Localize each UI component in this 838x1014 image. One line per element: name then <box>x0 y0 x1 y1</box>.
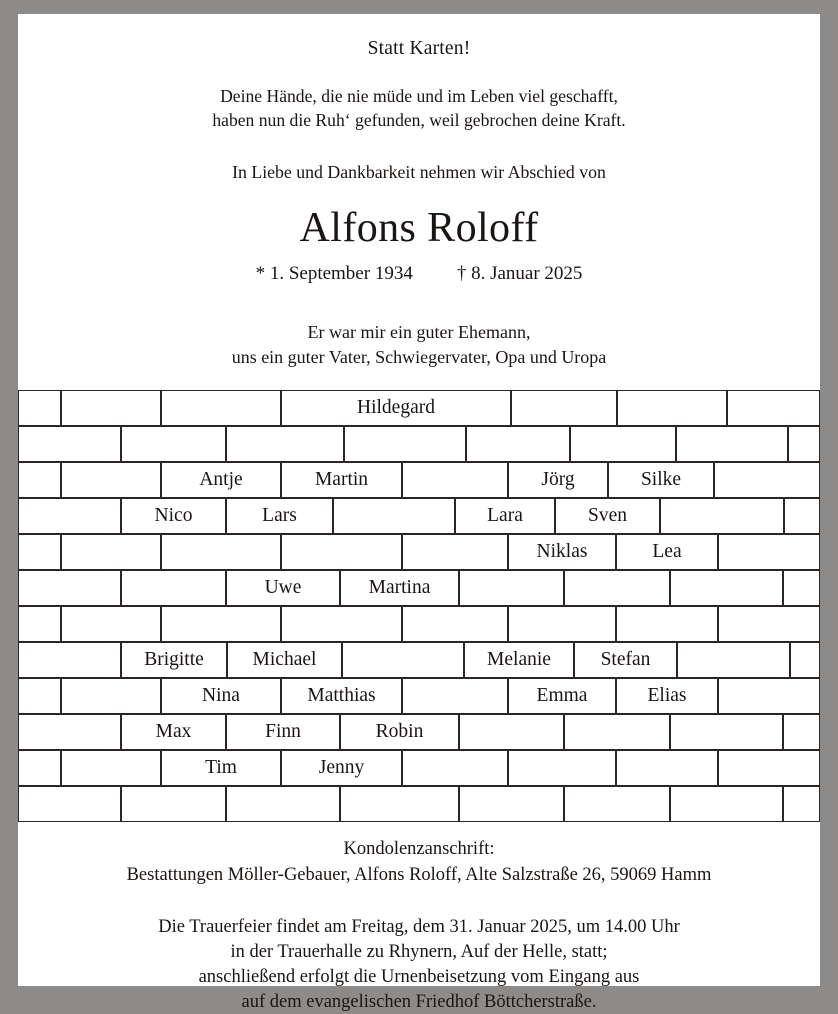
empty-cell <box>18 714 121 750</box>
name-cell: Robin <box>340 714 459 750</box>
empty-cell <box>342 642 464 678</box>
service-line-2: in der Trauerhalle zu Rhynern, Auf der Helle, statt; <box>230 942 608 963</box>
empty-cell <box>121 786 226 822</box>
empty-cell <box>226 786 340 822</box>
verse-line-2: haben nun die Ruh‘ gefunden, weil gebrochen deine Kraft. <box>212 110 626 131</box>
name-cell: Niklas <box>508 534 616 570</box>
empty-cell <box>18 786 121 822</box>
empty-cell <box>508 606 616 642</box>
empty-cell <box>61 462 161 498</box>
empty-cell <box>61 534 161 570</box>
names-grid-row <box>18 462 820 498</box>
verse-line-1: Deine Hände, die nie müde und im Leben viel geschafft, <box>220 86 618 107</box>
relation-line-1: Er war mir ein guter Ehemann, <box>307 322 531 343</box>
name-cell: Michael <box>227 642 342 678</box>
names-grid-row <box>18 534 820 570</box>
empty-cell <box>616 606 718 642</box>
empty-cell <box>18 390 61 426</box>
names-grid-row <box>18 426 820 462</box>
empty-cell <box>790 642 820 678</box>
empty-cell <box>226 426 344 462</box>
empty-cell <box>402 606 508 642</box>
names-grid-row <box>18 390 820 426</box>
empty-cell <box>18 462 61 498</box>
empty-cell <box>18 642 121 678</box>
death-date: † 8. Januar 2025 <box>456 263 583 285</box>
empty-cell <box>714 462 820 498</box>
service-line-3: anschließend erfolgt die Urnenbeisetzung vom Eingang aus <box>198 967 640 988</box>
name-cell: Finn <box>226 714 340 750</box>
empty-cell <box>18 426 121 462</box>
empty-cell <box>402 678 508 714</box>
empty-cell <box>281 606 402 642</box>
name-cell: Martina <box>340 570 459 606</box>
empty-cell <box>402 534 508 570</box>
names-grid-row <box>18 714 820 750</box>
empty-cell <box>570 426 676 462</box>
names-grid-row <box>18 750 820 786</box>
name-cell: Lea <box>616 534 718 570</box>
empty-cell <box>718 534 820 570</box>
empty-cell <box>18 498 121 534</box>
names-grid-row <box>18 678 820 714</box>
deceased-name: Alfons Roloff <box>299 205 539 252</box>
obituary-footer <box>18 837 820 1014</box>
name-cell: Elias <box>616 678 718 714</box>
empty-cell <box>333 498 455 534</box>
empty-cell <box>61 390 161 426</box>
service-line-4: auf dem evangelischen Friedhof Böttcherstraße. <box>241 992 597 1013</box>
obituary-header <box>18 14 820 369</box>
name-cell: Lara <box>455 498 555 534</box>
names-grid-row <box>18 786 820 822</box>
empty-cell <box>18 606 61 642</box>
obituary-card <box>18 14 820 1013</box>
empty-cell <box>564 786 670 822</box>
empty-cell <box>564 714 670 750</box>
empty-cell <box>783 570 820 606</box>
condolence-address: Bestattungen Möller-Gebauer, Alfons Roloff, Alte Salzstraße 26, 59069 Hamm <box>126 865 712 886</box>
name-cell: Stefan <box>574 642 677 678</box>
empty-cell <box>784 498 820 534</box>
empty-cell <box>344 426 466 462</box>
empty-cell <box>718 750 820 786</box>
empty-cell <box>564 570 670 606</box>
name-cell: Brigitte <box>121 642 227 678</box>
name-cell: Martin <box>281 462 402 498</box>
empty-cell <box>511 390 617 426</box>
empty-cell <box>18 678 61 714</box>
name-cell: Tim <box>161 750 281 786</box>
empty-cell <box>616 750 718 786</box>
empty-cell <box>459 714 564 750</box>
name-cell: Nina <box>161 678 281 714</box>
empty-cell <box>727 390 820 426</box>
name-cell: Max <box>121 714 226 750</box>
empty-cell <box>466 426 570 462</box>
funeral-service-info <box>18 915 820 1014</box>
name-cell: Lars <box>226 498 333 534</box>
name-cell: Melanie <box>464 642 574 678</box>
life-dates <box>18 263 820 285</box>
farewell-intro: In Liebe und Dankbarkeit nehmen wir Abschied von <box>232 162 606 183</box>
empty-cell <box>121 426 226 462</box>
name-cell: Matthias <box>281 678 402 714</box>
empty-cell <box>61 750 161 786</box>
empty-cell <box>676 426 788 462</box>
empty-cell <box>18 570 121 606</box>
empty-cell <box>161 606 281 642</box>
name-cell: Nico <box>121 498 226 534</box>
empty-cell <box>161 390 281 426</box>
empty-cell <box>161 534 281 570</box>
empty-cell <box>617 390 727 426</box>
empty-cell <box>281 534 402 570</box>
empty-cell <box>459 570 564 606</box>
service-line-1: Die Trauerfeier findet am Freitag, dem 31. Januar 2025, um 14.00 Uhr <box>158 917 680 938</box>
empty-cell <box>660 498 784 534</box>
statt-karten-heading: Statt Karten! <box>367 38 471 59</box>
name-cell: Sven <box>555 498 660 534</box>
empty-cell <box>718 606 820 642</box>
condolence-heading: Kondolenzanschrift: <box>343 839 495 860</box>
empty-cell <box>788 426 820 462</box>
empty-cell <box>61 678 161 714</box>
empty-cell <box>402 750 508 786</box>
names-grid-row <box>18 606 820 642</box>
family-names-grid <box>18 390 820 822</box>
name-cell: Jörg <box>508 462 608 498</box>
empty-cell <box>670 714 783 750</box>
name-cell: Antje <box>161 462 281 498</box>
empty-cell <box>670 786 783 822</box>
name-cell: Jenny <box>281 750 402 786</box>
name-cell: Hildegard <box>281 390 511 426</box>
empty-cell <box>459 786 564 822</box>
empty-cell <box>340 786 459 822</box>
empty-cell <box>718 678 820 714</box>
empty-cell <box>121 570 226 606</box>
names-grid-row <box>18 642 820 678</box>
name-cell: Silke <box>608 462 714 498</box>
names-grid-row <box>18 570 820 606</box>
name-cell: Emma <box>508 678 616 714</box>
empty-cell <box>18 750 61 786</box>
empty-cell <box>783 714 820 750</box>
empty-cell <box>677 642 790 678</box>
empty-cell <box>783 786 820 822</box>
empty-cell <box>61 606 161 642</box>
relation-line-2: uns ein guter Vater, Schwiegervater, Opa und Uropa <box>231 346 607 367</box>
names-grid-row <box>18 498 820 534</box>
name-cell: Uwe <box>226 570 340 606</box>
empty-cell <box>402 462 508 498</box>
empty-cell <box>670 570 783 606</box>
birth-date: * 1. September 1934 <box>255 263 413 285</box>
empty-cell <box>18 534 61 570</box>
empty-cell <box>508 750 616 786</box>
